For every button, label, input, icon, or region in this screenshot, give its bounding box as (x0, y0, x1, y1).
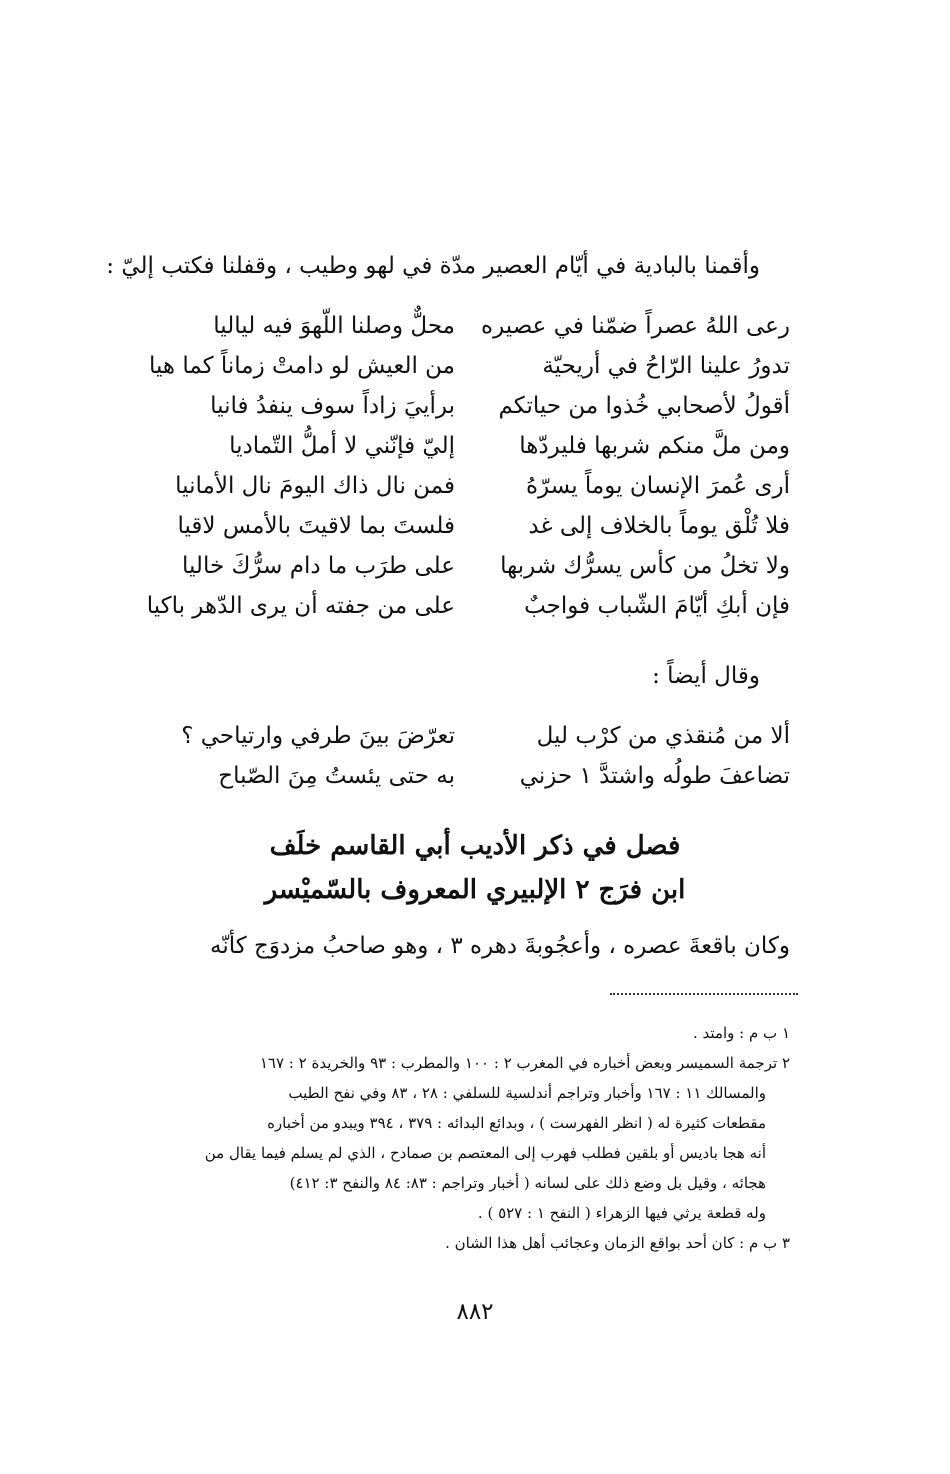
footnote-line: ٢ ترجمة السميسر وبعض أخباره في المغرب ٢ : ١٠٠ والمطرب : ٩٣ والخريدة ٢ : ١٦٧ (259, 1054, 790, 1072)
footnote-line: أنه هجا باديس أو بلقين فطلب فهرب إلى المعتصم بن صمادح ، الذي لم يسلم فيما يقال من (204, 1144, 766, 1162)
said-also-line: وقال أيضاً : (652, 663, 760, 689)
intro-line: وأقمنا بالبادية في أيّام العصير مدّة في لهو وطيب ، وقفلنا فكتب إليّ : (106, 253, 760, 279)
poem-2 (140, 716, 790, 796)
verse-second-hemistich: فلستَ بما لاقيتَ بالأمس لاقيا (177, 513, 455, 539)
verse-first-hemistich: فلا تُلْق يوماً بالخلاف إلى غد (528, 513, 790, 539)
section-heading-line-1: فصل في ذكر الأديب أبي القاسم خلَف (269, 831, 681, 861)
verse-second-hemistich: من العيش لو دامتْ زماناً كما هيا (148, 353, 455, 379)
verse-second-hemistich: تعرّضَ بينَ طرفي وارتياحي ؟ (181, 723, 455, 749)
verse-second-hemistich: على طرَب ما دام سرُّكَ خاليا (181, 553, 455, 579)
poem-1 (140, 306, 790, 626)
verse-line (140, 586, 790, 626)
verse-line (140, 506, 790, 546)
verse-line (140, 466, 790, 506)
verse-second-hemistich: به حتى يئستُ مِنَ الصّباح (218, 763, 455, 789)
verse-first-hemistich: ألا من مُنقذي من كرْب ليل (536, 723, 790, 749)
page-number: ٨٨٢ (456, 1299, 494, 1325)
verse-second-hemistich: محلٌّ وصلنا اللّهوَ فيه لياليا (213, 313, 455, 339)
verse-first-hemistich: تضاعفَ طولُه واشتدَّ ١ حزني (519, 763, 790, 789)
footnote (150, 1048, 790, 1228)
verse-second-hemistich: برأييَ زاداً سوف ينفدُ فانيا (210, 393, 455, 419)
footnote-line: ٣ ب م : كان أحد بواقع الزمان وعجائب أهل هذا الشان . (445, 1234, 790, 1252)
footnote-line: هجائه ، وقيل بل وضع ذلك على لسانه ( أخبار وتراجم : ٨٣: ٨٤ والنفح ٣: ٤١٢) (289, 1174, 766, 1192)
verse-line (140, 426, 790, 466)
verse-line (140, 716, 790, 756)
verse-line (140, 306, 790, 346)
footnote-divider (610, 993, 798, 995)
footnote (150, 1228, 790, 1258)
footnotes (150, 1018, 790, 1258)
verse-first-hemistich: أرى عُمرَ الإنسان يوماً يسرّهُ (525, 473, 790, 499)
footnote-line: وله قطعة يرثي فيها الزهراء ( النفح ١ : ٥٢٧ ) . (477, 1204, 766, 1222)
verse-line (140, 756, 790, 796)
footnote-line: والمسالك ١١ : ١٦٧ وأخبار وتراجم أندلسية للسلفي : ٢٨ ، ٨٣ وفي نفح الطيب (288, 1084, 766, 1102)
verse-second-hemistich: فمن نال ذاك اليومَ نال الأمانيا (175, 473, 455, 499)
closing-line: وكان باقعةَ عصره ، وأعجُوبةَ دهره ٣ ، وهو صاحبُ مزدوَج كأنّه (210, 933, 790, 959)
footnote-line: ١ ب م : وامتد . (693, 1024, 790, 1042)
verse-second-hemistich: إليّ فإنّني لا أملُّ التّماديا (229, 433, 455, 459)
verse-first-hemistich: رعى اللهُ عصراً ضمّنا في عصيره (481, 313, 790, 339)
verse-first-hemistich: أقولُ لأصحابي خُذوا من حياتكم (498, 393, 790, 419)
verse-first-hemistich: ومن ملَّ منكم شربها فليردّها (519, 433, 790, 459)
section-heading-line-2: ابن فرَج ٢ الإلبيري المعروف بالسّميْسر (264, 875, 686, 905)
verse-line (140, 386, 790, 426)
verse-line (140, 546, 790, 586)
verse-second-hemistich: على من جفته أن يرى الدّهر باكيا (146, 593, 455, 619)
footnote-line: مقطعات كثيرة له ( انظر الفهرست ) ، وبدائع البدائه : ٣٧٩ ، ٣٩٤ ويبدو من أخباره (267, 1114, 766, 1132)
verse-first-hemistich: فإن أبكِ أيّامَ الشّباب فواجبٌ (524, 593, 790, 619)
verse-first-hemistich: تدورُ علينا الرّاحُ في أريحيّة (542, 353, 790, 379)
verse-first-hemistich: ولا تخلُ من كأس يسرُّك شربها (500, 553, 790, 579)
verse-line (140, 346, 790, 386)
footnote (150, 1018, 790, 1048)
